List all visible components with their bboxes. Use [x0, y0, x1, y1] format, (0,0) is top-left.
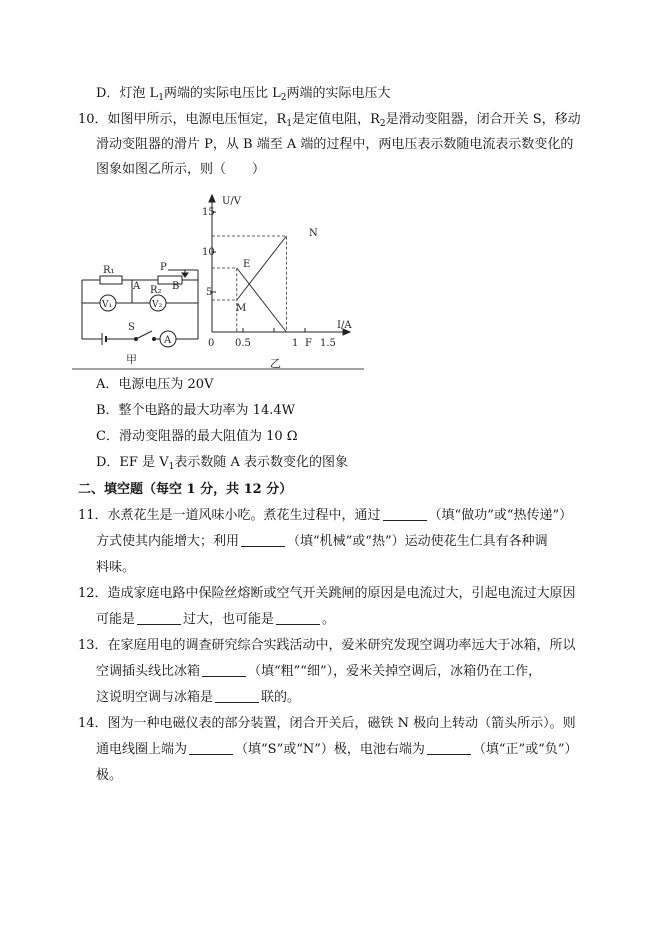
label-s: S: [128, 322, 135, 333]
subscript: 1: [168, 462, 175, 472]
q13-line-2: [96, 663, 541, 681]
q10-line-2: 滑动变阻器的滑片 P，从 B 端至 A 端的过程中，两电压表示数随电流表示数变化的: [96, 137, 574, 152]
point-label-e: E: [243, 259, 251, 270]
q10-option-b: B．整个电路的最大功率为 14.4W: [96, 403, 295, 418]
subscript: 1: [286, 119, 293, 129]
label-p: P: [160, 262, 167, 273]
x-tick-1: 1: [292, 338, 299, 349]
graph: [72, 195, 364, 370]
point-label-m: M: [236, 303, 247, 314]
q14-text: （填“S”或“N”）极，电池右端为: [235, 742, 425, 757]
subscript: 2: [280, 93, 287, 103]
q10-option-c: C．滑动变阻器的最大阻值为 10 Ω: [96, 429, 298, 444]
q11-text: （填“做功”或“热传递”）: [428, 508, 573, 523]
q13-line-3: [96, 689, 300, 707]
y-axis-label: U/V: [222, 196, 242, 207]
point-label-f: F: [305, 338, 312, 349]
q14-line-1: 14．图为一种电磁仪表的部分装置，闭合开关后，磁铁 N 极向上转动（箭头所示）。则: [78, 716, 576, 731]
caption-jia: 甲: [126, 353, 137, 366]
answer-blank[interactable]: [215, 690, 259, 703]
q14-line-2: [96, 741, 577, 759]
q14-text: 通电线圈上端为: [96, 742, 188, 757]
q12-line-2: [96, 611, 335, 629]
y-tick-5: 5: [206, 287, 213, 298]
q12-text: 。: [322, 612, 336, 627]
x-tick-0-5: 0.5: [235, 338, 251, 349]
answer-blank[interactable]: [241, 534, 285, 547]
q10-d-text: 表示数随 A 表示数变化的图象: [174, 455, 348, 470]
q10-line-1: [78, 111, 581, 133]
label-v2: V₂: [152, 300, 163, 310]
q10-text: 是定值电阻，R: [292, 112, 380, 127]
label-b: B: [172, 281, 180, 292]
q13-text: 空调插头线比冰箱: [96, 664, 201, 679]
label-a: A: [133, 281, 141, 292]
y-tick-10: 10: [202, 247, 215, 258]
q11-line-1: [78, 507, 572, 525]
point-label-n: N: [309, 228, 318, 239]
q9-d-text: 两端的实际电压比 L: [163, 86, 281, 101]
y-tick-15: 15: [202, 207, 215, 218]
q11-text: 11．水煮花生是一道风味小吃。煮花生过程中，通过: [78, 508, 381, 523]
answer-blank[interactable]: [137, 612, 181, 625]
section-heading: 二、填空题（每空 1 分，共 12 分）: [78, 482, 293, 497]
label-v1: V₁: [102, 300, 113, 310]
answer-blank[interactable]: [427, 742, 471, 755]
label-ammeter: A: [164, 335, 172, 346]
q13-text: （填“粗”“细”），爱米关掉空调后，冰箱仍在工作，: [248, 664, 542, 679]
answer-blank[interactable]: [276, 612, 320, 625]
q11-line-3: 料味。: [96, 560, 136, 575]
q10-d-text: D．EF 是 V: [96, 455, 169, 470]
q9-d-text: D．灯泡 L: [96, 86, 159, 101]
x-tick-1-5: 1.5: [320, 338, 336, 349]
q10-text: 10．如图甲所示，电源电压恒定，R: [78, 112, 287, 127]
label-r2: R₂: [150, 285, 162, 296]
q9-option-d: [96, 85, 390, 107]
q10-text: 是滑动变阻器，闭合开关 S，移动: [385, 112, 581, 127]
y-axis-arrow: [209, 195, 215, 202]
q14-text: （填“正”或“负”）: [472, 742, 578, 757]
x-axis-label: I/A: [337, 320, 352, 331]
q10-figure: [72, 188, 372, 373]
resistor-r1: [100, 276, 122, 284]
label-r1: R₁: [103, 265, 115, 276]
q11-text: 方式使其内能增大；利用: [96, 534, 240, 549]
q13-line-1: 13．在家庭用电的调查研究综合实践活动中，爱米研究发现空调功率远大于冰箱，所以: [78, 638, 576, 653]
origin-label: 0: [208, 338, 215, 349]
subscript: 2: [379, 119, 386, 129]
answer-blank[interactable]: [383, 508, 427, 521]
q11-line-2: [96, 533, 548, 551]
q13-text: 这说明空调与冰箱是: [96, 690, 214, 705]
q12-text: 过大，也可能是: [183, 612, 275, 627]
series-line-2: [237, 268, 287, 332]
q10-option-a: A．电源电压为 20V: [96, 377, 214, 392]
switch-s: [136, 331, 152, 339]
q10-option-d: [96, 454, 348, 476]
subscript: 1: [158, 93, 164, 103]
q12-line-1: 12．造成家庭电路中保险丝熔断或空气开关跳闸的原因是电流过大，引起电流过大原因: [78, 586, 576, 601]
q14-line-3: 极。: [96, 768, 123, 783]
answer-blank[interactable]: [202, 664, 246, 677]
q9-d-text: 两端的实际电压大: [286, 86, 391, 101]
q13-text: 联的。: [261, 690, 301, 705]
caption-yi: 乙: [270, 357, 281, 370]
answer-blank[interactable]: [189, 742, 233, 755]
q11-text: （填“机械”或“热”）运动使花生仁具有各种调: [287, 534, 548, 549]
q10-line-3: 图象如图乙所示，则（ ）: [96, 162, 266, 177]
q12-text: 可能是: [96, 612, 136, 627]
